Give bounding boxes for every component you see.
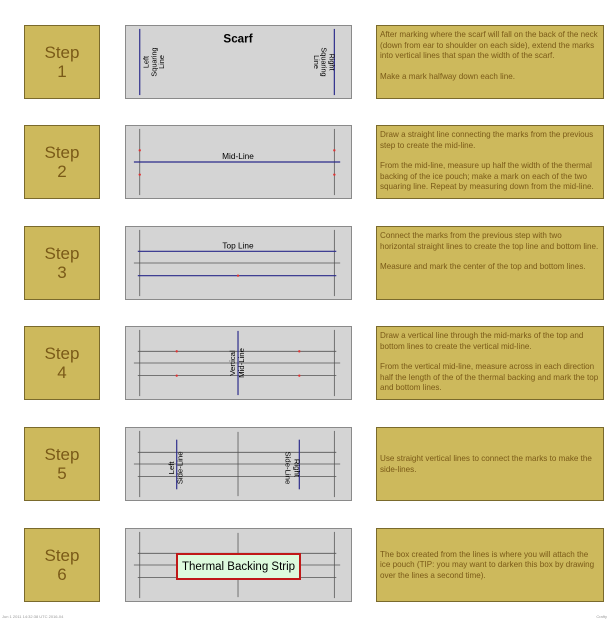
- step-3-description: [376, 226, 604, 300]
- step-number: 1: [57, 62, 67, 81]
- description-paragraph: From the mid-line, measure up half the width of the thermal backing of the ice pouch; make a mark on each of the two squaring line. Repeat by measuring down from the mid-line.: [380, 161, 594, 191]
- thermal-backing-strip: [176, 553, 301, 580]
- step-badge-1: [24, 25, 100, 99]
- mark: [298, 374, 300, 376]
- step-number: 2: [57, 162, 67, 181]
- step-5-svg: [126, 428, 351, 500]
- step-row-4: [0, 326, 615, 406]
- step-row-3: [0, 226, 615, 306]
- description-paragraph: Make a mark halfway down each line.: [380, 71, 515, 81]
- right-squaring-label: [312, 47, 337, 76]
- svg-text:Left: Left: [141, 55, 151, 69]
- description-paragraph: From the vertical mid-line, measure across in each direction half the length of the of the thermal backing and mark the top and bottom lines.: [380, 362, 599, 392]
- step-number: 6: [57, 565, 67, 584]
- center-mark: [237, 274, 239, 276]
- description-paragraph: Connect the marks from the previous step with two horizontal straight lines to create the top line and bottom line.: [380, 231, 599, 251]
- step-5-diagram: [125, 427, 352, 501]
- step-label: Step: [44, 43, 80, 62]
- step-number: 3: [57, 263, 67, 282]
- scarf-title: Scarf: [223, 32, 253, 46]
- step-badge-2: [24, 125, 100, 199]
- step-label: Step: [44, 344, 80, 363]
- step-badge-3: [24, 226, 100, 300]
- mark: [333, 173, 335, 175]
- svg-text:Squaring: Squaring: [149, 47, 159, 77]
- step-5-description: [376, 427, 604, 501]
- mark: [333, 149, 335, 151]
- step-row-1: [0, 25, 615, 105]
- svg-text:Line: Line: [157, 55, 167, 69]
- mid-line-label: Mid-Line: [222, 152, 254, 162]
- step-badge-5: [24, 427, 100, 501]
- step-row-5: [0, 427, 615, 507]
- step-badge-4: [24, 326, 100, 400]
- step-label: Step: [44, 143, 80, 162]
- step-2-svg: [126, 126, 351, 198]
- step-6-description: [376, 528, 604, 602]
- step-label: Step: [44, 244, 80, 263]
- svg-text:Right: Right: [327, 53, 337, 71]
- step-number: 5: [57, 464, 67, 483]
- step-1-diagram: [125, 25, 352, 99]
- vertical-mid-line-label: [228, 348, 246, 378]
- svg-text:Right: Right: [292, 458, 302, 477]
- description-paragraph: Draw a vertical line through the mid-marks of the top and bottom lines to create the vertical mid-line.: [380, 331, 584, 351]
- mark: [176, 374, 178, 376]
- svg-text:Left: Left: [166, 461, 176, 475]
- step-1-svg: [126, 26, 351, 98]
- description-paragraph: After marking where the scarf will fall on the back of the neck (down from ear to shoulder on each side), extend the marks into vertical lines that span the width of the scarf.: [380, 30, 598, 60]
- left-squaring-label: [142, 47, 167, 76]
- left-side-line-label: [167, 451, 185, 484]
- svg-text:Side-Line: Side-Line: [283, 451, 293, 485]
- svg-text:Mid-Line: Mid-Line: [236, 348, 246, 378]
- description-paragraph: Draw a straight line connecting the marks from the previous step to create the mid-line.: [380, 130, 594, 150]
- step-6-diagram: [125, 528, 352, 602]
- step-4-description: [376, 326, 604, 400]
- svg-text:Squaring: Squaring: [319, 47, 329, 77]
- step-row-2: [0, 125, 615, 205]
- step-1-description: [376, 25, 604, 99]
- footer-left-text: Jun 1 2011 14:32:38 UTC 2016-04: [2, 614, 64, 619]
- step-3-diagram: [125, 226, 352, 300]
- step-badge-6: [24, 528, 100, 602]
- mark: [139, 149, 141, 151]
- step-label: Step: [44, 445, 80, 464]
- mark: [176, 350, 178, 352]
- svg-text:Line: Line: [311, 55, 321, 69]
- svg-text:Vertical: Vertical: [228, 350, 238, 376]
- description-paragraph: Use straight vertical lines to connect the marks to make the side-lines.: [380, 454, 592, 474]
- description-paragraph: Measure and mark the center of the top and bottom lines.: [380, 262, 586, 271]
- step-2-description: [376, 125, 604, 199]
- step-4-diagram: [125, 326, 352, 400]
- step-label: Step: [44, 546, 80, 565]
- step-2-diagram: [125, 125, 352, 199]
- mark: [298, 350, 300, 352]
- step-3-svg: [126, 227, 351, 299]
- step-number: 4: [57, 363, 67, 382]
- top-line-label: Top Line: [222, 241, 254, 251]
- step-4-svg: [126, 327, 351, 399]
- svg-text:Side-Line: Side-Line: [175, 451, 185, 485]
- thermal-backing-label: Thermal Backing Strip: [181, 560, 296, 573]
- description-paragraph: The box created from the lines is where you will attach the ice pouch (TIP: you may want to darken this box by drawing over the lines a second time).: [380, 549, 595, 580]
- step-row-6: [0, 528, 615, 608]
- mark: [139, 173, 141, 175]
- footer-right-text: Crafty: [596, 614, 607, 619]
